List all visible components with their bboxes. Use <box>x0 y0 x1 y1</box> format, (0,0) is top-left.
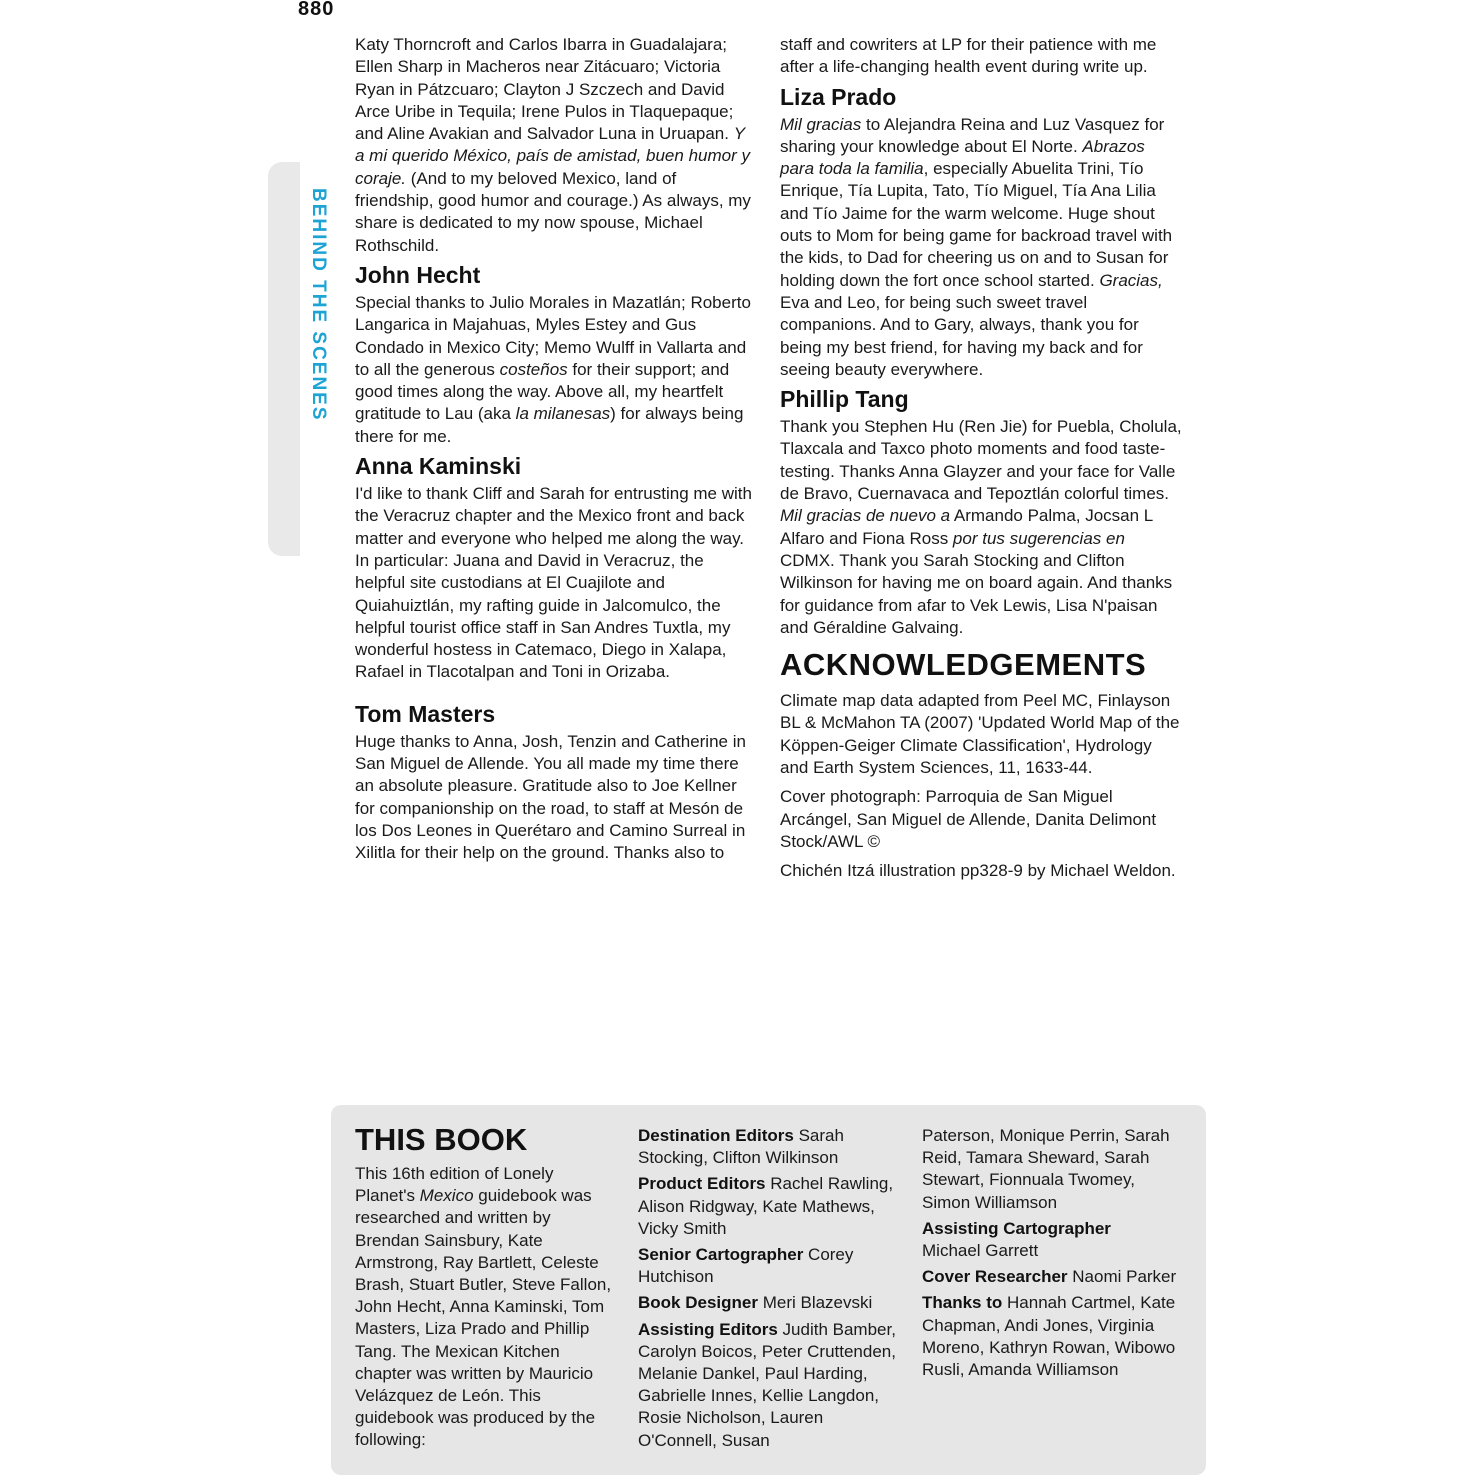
credit-role: Book Designer <box>638 1293 758 1313</box>
hecht-text-3: ) for always being there for me. <box>355 404 744 446</box>
credit-names: Meri Blazevski <box>757 1293 873 1313</box>
page-number: 880 <box>298 0 335 20</box>
prado-italic-2: Abrazos para toda la familia <box>780 136 1145 179</box>
credit-role: Destination Editors <box>638 1126 794 1145</box>
credit-names: Michael Garrett <box>922 1241 1039 1261</box>
this-book-box <box>331 1105 1206 1475</box>
tang-italic-2: por tus sugerencias en <box>952 528 1125 548</box>
right-column <box>780 34 1183 890</box>
prado-text-1: to Alejandra Reina and Luz Vasquez for sharing your knowledge about El Norte. <box>780 114 1165 156</box>
credit-names: Hannah Cartmel, Kate Chapman, Andi Jones, Virginia Moreno, Kathryn Rowan, Wibowo Rusli, Amanda Williamson <box>922 1293 1176 1380</box>
credit-role: Cover Researcher <box>922 1267 1068 1287</box>
credits-continued: Paterson, Monique Perrin, Sarah Reid, Tamara Sheward, Sarah Stewart, Fionnuala Twomey, Simon Williamson <box>922 1126 1170 1212</box>
credit-entry <box>638 1319 900 1452</box>
hecht-italic-2: la milanesas <box>515 404 611 424</box>
author-text-kaminski: I'd like to thank Cliff and Sarah for entrusting me with the Veracruz chapter and the Mexico front and back matter and everyone who helped me along the way. In particular: Juana and David in Veracruz, the helpful site custodians at El Cuajilote and Quiahuiztlán, my rafting guide in Jalcomulco, the helpful tourist office staff in San Andres Tuxtla, my wonderful hostess in Catemaco, Diego in Xalapa, Rafael in Tlacotalpan and Toni in Orizaba. <box>355 484 752 682</box>
intro-text: Katy Thorncroft and Carlos Ibarra in Guadalajara; Ellen Sharp in Macheros near Zitácuaro; Victoria Ryan in Pátzcuaro; Clayton J Szczech and David Arce Uribe in Tequila; Irene Pulos in Tlaquepaque; and Aline Avakian and Salvador Luna in Uruapan. <box>355 35 734 144</box>
hecht-text-2: for their support; and good times along the way. Above all, my heartfelt gratitude to Lau (aka <box>355 359 730 424</box>
tang-text-2: Armando Palma, Jocsan L Alfaro and Fiona Ross <box>780 506 1153 548</box>
prado-italic-3: Gracias, <box>1099 270 1163 290</box>
section-tab <box>268 162 300 556</box>
credit-entry <box>638 1173 900 1240</box>
intro-end: (And to my beloved Mexico, land of friendship, good humor and courage.) As always, my share is dedicated to my now spouse, Michael Rothschild. <box>355 168 751 255</box>
credit-names: Rachel Rawling, Alison Ridgway, Kate Mathews, Vicky Smith <box>638 1174 894 1238</box>
continued-text: staff and cowriters at LP for their patience with me after a life-changing health event during write up. <box>780 35 1157 77</box>
left-column <box>355 34 757 865</box>
credits-column-1 <box>638 1125 900 1456</box>
credit-entry <box>922 1292 1184 1381</box>
tang-italic-1: Mil gracias de nuevo a <box>780 506 951 526</box>
credit-names: Judith Bamber, Carolyn Boicos, Peter Cruttenden, Melanie Dankel, Paul Harding, Gabrielle Innes, Kellie Langdon, Rosie Nicholson, Lauren O'Connell, Susan <box>638 1319 896 1450</box>
author-heading-kaminski: Anna Kaminski <box>355 453 522 480</box>
author-heading-prado: Liza Prado <box>780 83 897 110</box>
credit-entry <box>638 1244 900 1288</box>
credits-column-2 <box>922 1125 1184 1385</box>
prado-text-2: , especially Abuelita Trini, Tío Enrique, Tía Lupita, Tato, Tío Miguel, Tía Ana Lilia and Tío Jaime for the warm welcome. Huge shout outs to Mom for being game for backroad travel with the kids, to Dad for cheering us on and to Susan for holding down the fort once school started. <box>780 159 1173 290</box>
ack-climate: Climate map data adapted from Peel MC, Finlayson BL & McMahon TA (2007) 'Updated World Map of the Köppen-Geiger Climate Classification', Hydrology and Earth System Sciences, 11, 1633-44. <box>780 691 1180 778</box>
credit-names: Sarah Stocking, Clifton Wilkinson <box>638 1126 844 1168</box>
author-text-hecht <box>355 292 757 448</box>
ack-cover: Cover photograph: Parroquia de San Miguel Arcángel, San Miguel de Allende, Danita Delimont Stock/AWL © <box>780 787 1157 851</box>
credit-names: Naomi Parker <box>1067 1267 1177 1287</box>
this-book-intro-column <box>355 1123 617 1456</box>
tang-text-3: CDMX. Thank you Sarah Stocking and Clifton Wilkinson for having me on board again. And thanks for guidance from afar to Vek Lewis, Lisa N'paisan and Géraldine Galvaing. <box>780 550 1173 637</box>
credit-role: Product Editors <box>638 1174 766 1194</box>
prado-italic-1: Mil gracias <box>780 114 862 134</box>
credit-entry <box>922 1266 1184 1288</box>
acknowledgements <box>780 690 1183 882</box>
this-book-intro-1: This 16th edition of Lonely Planet's <box>355 1164 554 1206</box>
acknowledgements-heading: ACKNOWLEDGEMENTS <box>780 647 1147 683</box>
author-text-tang <box>780 416 1183 639</box>
section-label: BEHIND THE SCENES <box>308 188 329 422</box>
hecht-italic-1: costeños <box>499 359 568 379</box>
this-book-title: THIS BOOK <box>355 1122 528 1157</box>
intro-paragraph <box>355 34 757 257</box>
credit-role: Assisting Editors <box>638 1319 778 1339</box>
credit-role: Assisting Cartographer <box>922 1218 1111 1238</box>
author-text-masters: Huge thanks to Anna, Josh, Tenzin and Catherine in San Miguel de Allende. You all made my time there an absolute pleasure. Gratitude also to Joe Kellner for companionship on the road, to staff at Mesón de los Dos Leones in Querétaro and Camino Surreal in Xilitla for their help on the ground. Thanks also to <box>355 731 746 863</box>
this-book-intro-2: guidebook was researched and written by Brendan Sainsbury, Kate Armstrong, Ray Bartlett, Celeste Brash, Stuart Butler, Steve Fallon, John Hecht, Anna Kaminski, Tom Masters, Liza Prado and Phillip Tang. The Mexican Kitchen chapter was written by Mauricio Velázquez de León. This guidebook was produced by the following: <box>355 1186 612 1450</box>
author-heading-tang: Phillip Tang <box>780 386 909 413</box>
this-book-intro <box>355 1163 617 1452</box>
author-heading-hecht: John Hecht <box>355 261 481 288</box>
intro-italic: Y a mi querido México, país de amistad, buen humor y coraje. <box>355 124 750 188</box>
credit-entry <box>638 1125 900 1169</box>
credit-role: Senior Cartographer <box>638 1245 804 1265</box>
ack-illustration: Chichén Itzá illustration pp328-9 by Michael Weldon. <box>780 861 1176 881</box>
prado-text-3: Eva and Leo, for being such sweet travel companions. And to Gary, always, thank you for being my best friend, for having my back and for seeing beauty everywhere. <box>780 292 1143 379</box>
credit-entry <box>922 1218 1184 1262</box>
hecht-text-1: Special thanks to Julio Morales in Mazatlán; Roberto Langarica in Majahuas, Myles Estey and Gus Condado in Mexico City; Memo Wulff in Vallarta and to all the generous <box>355 292 751 379</box>
author-text-prado <box>780 114 1183 382</box>
this-book-intro-italic: Mexico <box>419 1186 474 1206</box>
tang-text-1: Thank you Stephen Hu (Ren Jie) for Puebla, Cholula, Tlaxcala and Taxco photo moments and food taste-testing. Thanks Anna Glayzer and your face for Valle de Bravo, Cuernavaca and Tepoztlán colorful times. <box>780 417 1182 504</box>
credit-names: Corey Hutchison <box>638 1245 854 1287</box>
author-heading-masters: Tom Masters <box>355 700 496 727</box>
credit-role: Thanks to <box>922 1293 1003 1313</box>
credit-entry <box>638 1292 900 1314</box>
